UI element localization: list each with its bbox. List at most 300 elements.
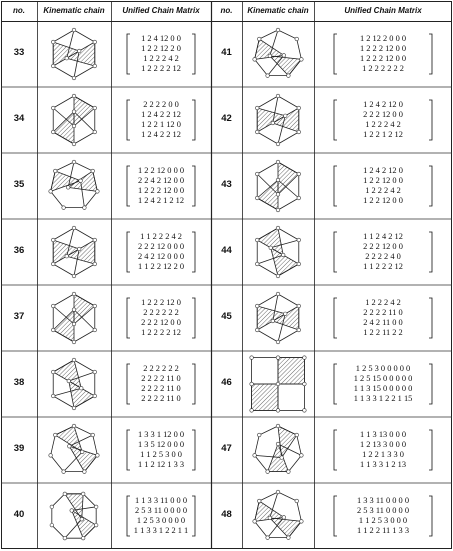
- chain-joint: [276, 160, 280, 164]
- header-kinematic-chain-right: Kinematic chain: [247, 6, 309, 15]
- matrix-row: 2 2 2 2 11 0: [141, 384, 181, 393]
- chain-joint: [91, 433, 95, 437]
- matrix-row: 1 3 3 11 0 0 0 0: [356, 496, 410, 505]
- kinematic-chain-diagram: [246, 25, 310, 83]
- matrix-left-bracket: [127, 232, 130, 272]
- chain-joint: [72, 160, 76, 164]
- matrix-row: 1 2 2 2 12 0 0: [137, 186, 185, 195]
- chain-joint: [297, 262, 301, 266]
- chain-link-hatched: [270, 56, 302, 76]
- matrix-right-bracket: [192, 100, 195, 140]
- matrix-row: 2 2 2 12 0 0 0: [137, 242, 185, 251]
- matrix-row: 1 2 4 12 0 0: [141, 34, 181, 43]
- chain-joint: [276, 226, 280, 230]
- chain-joint: [276, 409, 280, 413]
- chain-joint: [276, 28, 280, 32]
- chain-joint: [276, 490, 280, 494]
- chain-joint: [77, 49, 81, 53]
- chain-joint: [257, 499, 261, 503]
- matrix-row: 1 2 2 2 12 0: [141, 298, 181, 307]
- matrix-row: 1 2 2 12 0 0: [363, 176, 403, 185]
- kinematic-chain-diagram: [246, 421, 310, 479]
- chain-joint: [51, 262, 55, 266]
- chain-joint: [93, 40, 97, 44]
- matrix-right-bracket: [192, 496, 195, 536]
- chain-joint: [96, 454, 100, 458]
- chain-joint: [72, 358, 76, 362]
- chain-joint: [72, 94, 76, 98]
- chain-joint: [276, 382, 280, 386]
- chain-joint: [297, 238, 301, 242]
- chain-link-hatched: [278, 358, 304, 384]
- matrix-left-bracket: [334, 166, 337, 206]
- matrix-left-bracket: [127, 34, 130, 74]
- chain-joint: [250, 409, 254, 413]
- matrix-left-bracket: [127, 166, 130, 206]
- chain-number: 46: [221, 377, 232, 388]
- kinematic-chain-diagram: [41, 487, 107, 545]
- matrix-left-bracket: [334, 496, 337, 536]
- chain-joint: [80, 517, 84, 521]
- chain-number: 40: [13, 509, 25, 520]
- chain-joint: [255, 328, 259, 332]
- chain-number: 41: [221, 47, 232, 58]
- chain-joint: [250, 356, 254, 360]
- matrix-right-bracket: [192, 364, 195, 404]
- chain-joint: [72, 76, 76, 80]
- chain-joint: [93, 238, 97, 242]
- matrix-brackets: [320, 164, 446, 208]
- chain-joint: [93, 304, 97, 308]
- matrix-row: 1 1 3 3 1 2 2 1 15: [353, 394, 413, 403]
- chain-joint: [271, 121, 275, 125]
- matrix-row: 2 5 3 11 0 0 0 0: [356, 506, 410, 515]
- chain-joint: [72, 340, 76, 344]
- chain-joint: [50, 505, 54, 509]
- chain-number: 34: [13, 113, 25, 124]
- matrix-row: 1 2 5 15 0 0 0 0 0: [353, 374, 413, 383]
- chain-joint: [283, 114, 287, 118]
- matrix-right-bracket: [192, 34, 195, 74]
- chain-joint: [280, 456, 284, 460]
- matrix-row: 2 2 2 2 11 0: [141, 394, 181, 403]
- matrix-right-bracket: [429, 496, 432, 536]
- matrix-row: 1 1 2 12 1 3 3: [137, 460, 185, 469]
- chain-joint: [96, 190, 100, 194]
- chain-number: 33: [13, 47, 25, 58]
- chain-number: 37: [13, 311, 25, 322]
- chain-joint: [281, 253, 285, 257]
- kinematic-chain-diagram: [41, 421, 107, 479]
- kinematic-chain-diagram: [41, 355, 107, 413]
- chain-joint: [266, 536, 270, 540]
- chain-joint: [63, 492, 67, 496]
- matrix-right-bracket: [429, 298, 432, 338]
- matrix-row: 1 2 5 3 0 0 0 0 0: [355, 364, 411, 373]
- chain-joint: [255, 304, 259, 308]
- kinematic-chain-diagram: [246, 223, 310, 281]
- chain-joint: [255, 196, 259, 200]
- chain-joint: [255, 130, 259, 134]
- matrix-row: 1 2 5 3 0 0 0 0: [136, 516, 186, 525]
- matrix-row: 1 1 3 13 0 0 0: [359, 430, 407, 439]
- matrix-row: 1 2 2 2 12 0 0: [359, 54, 407, 63]
- chain-joint: [287, 470, 291, 474]
- chain-joint: [72, 142, 76, 146]
- chain-joint: [303, 382, 307, 386]
- matrix-row: 1 1 3 15 0 0 0 0 0: [353, 384, 413, 393]
- chain-number: 36: [13, 245, 25, 256]
- chain-joint: [253, 454, 257, 458]
- matrix-row: 1 1 2 2 2 12: [363, 262, 403, 271]
- chain-joint: [72, 292, 76, 296]
- chain-joint: [51, 394, 55, 398]
- chain-joint: [94, 523, 98, 527]
- chain-joint: [81, 492, 85, 496]
- kinematic-chain-diagram: [41, 91, 107, 149]
- matrix-brackets: [320, 32, 446, 76]
- matrix-row: 1 2 2 2 4 2: [365, 186, 401, 195]
- matrix-brackets: [320, 98, 446, 142]
- matrix-row: 2 4 2 12 0 0 0: [137, 252, 185, 261]
- matrix-right-bracket: [429, 100, 432, 140]
- matrix-right-bracket: [429, 166, 432, 206]
- kinematic-chain-diagram: [246, 487, 310, 545]
- matrix-row: 1 1 3 3 1 2 13: [359, 460, 407, 469]
- chain-joint: [255, 238, 259, 242]
- matrix-row: 1 2 4 2 2 12: [141, 130, 181, 139]
- kinematic-chain-diagram: [246, 289, 310, 347]
- matrix-row: 1 1 2 5 3 0 0: [140, 450, 182, 459]
- chain-joint: [257, 433, 261, 437]
- matrix-row: 1 2 2 1 12 0: [141, 120, 181, 129]
- chain-joint: [271, 319, 275, 323]
- chain-joint: [93, 262, 97, 266]
- matrix-row: 2 2 2 12 0 0: [363, 242, 403, 251]
- matrix-row: 1 2 2 12 2 0: [141, 44, 181, 53]
- kinematic-chain-diagram: [246, 91, 310, 149]
- chain-joint: [80, 450, 84, 454]
- chain-number: 38: [13, 377, 25, 388]
- matrix-row: 1 2 2 12 0 0 0: [137, 166, 185, 175]
- matrix-left-bracket: [334, 298, 337, 338]
- matrix-left-bracket: [127, 100, 130, 140]
- chain-joint: [79, 386, 83, 390]
- chain-joint: [93, 328, 97, 332]
- chain-number: 44: [221, 245, 232, 256]
- chain-joint: [65, 56, 69, 60]
- matrix-row: 1 2 4 2 2 12: [141, 110, 181, 119]
- matrix-row: 2 2 2 2 2 2: [143, 364, 179, 373]
- chain-joint: [276, 208, 280, 212]
- chain-joint: [276, 193, 280, 197]
- chain-joint: [67, 379, 71, 383]
- chain-joint: [51, 106, 55, 110]
- chain-joint: [255, 262, 259, 266]
- chain-number: 42: [221, 113, 232, 124]
- matrix-left-bracket: [334, 364, 337, 404]
- chain-joint: [72, 124, 76, 128]
- matrix-row: 1 2 4 2 12 0: [363, 100, 403, 109]
- chain-joint: [53, 433, 57, 437]
- matrix-right-bracket: [429, 34, 432, 74]
- chain-joint: [70, 509, 74, 513]
- matrix-row: 1 1 2 2 11 1 3 3: [356, 526, 410, 535]
- chain-joint: [72, 226, 76, 230]
- matrix-row: 1 2 2 2 2 12: [141, 64, 181, 73]
- chain-joint: [66, 186, 70, 190]
- matrix-row: 1 1 3 3 1 2 2 1 1: [133, 526, 189, 535]
- chain-joint: [297, 304, 301, 308]
- matrix-brackets: [117, 230, 205, 274]
- kinematic-chain-table: [1, 1, 452, 549]
- matrix-brackets: [320, 362, 446, 406]
- kinematic-chain-diagram: [41, 289, 107, 347]
- matrix-row: 1 1 2 5 3 0 0 0: [358, 516, 408, 525]
- chain-joint: [51, 40, 55, 44]
- matrix-row: 1 1 3 3 11 0 0 0: [134, 496, 188, 505]
- chain-joint: [297, 172, 301, 176]
- chain-joint: [93, 370, 97, 374]
- chain-joint: [276, 424, 280, 428]
- chain-joint: [255, 106, 259, 110]
- matrix-brackets: [117, 32, 205, 76]
- matrix-left-bracket: [334, 430, 337, 470]
- matrix-row: 2 2 2 2 11 0: [141, 374, 181, 383]
- matrix-left-bracket: [334, 34, 337, 74]
- chain-joint: [72, 28, 76, 32]
- matrix-right-bracket: [429, 430, 432, 470]
- chain-joint: [300, 454, 304, 458]
- chain-joint: [297, 130, 301, 134]
- matrix-row: 2 2 2 12 0 0: [363, 110, 403, 119]
- chain-joint: [81, 536, 85, 540]
- chain-number: 35: [13, 179, 25, 190]
- chain-joint: [72, 322, 76, 326]
- chain-joint: [303, 356, 307, 360]
- chain-joint: [266, 74, 270, 78]
- chain-joint: [287, 74, 291, 78]
- matrix-row: 1 2 2 2 4 2: [365, 298, 401, 307]
- matrix-row: 1 2 2 2 4 2: [143, 54, 179, 63]
- matrix-brackets: [117, 362, 205, 406]
- chain-joint: [53, 169, 57, 173]
- matrix-row: 1 2 2 1 2 12: [363, 130, 403, 139]
- matrix-row: 2 2 2 2 11 0: [363, 308, 403, 317]
- chain-number: 48: [221, 509, 232, 520]
- matrix-right-bracket: [192, 298, 195, 338]
- chain-joint: [255, 172, 259, 176]
- chain-joint: [51, 130, 55, 134]
- kinematic-chain-diagram: [41, 25, 107, 83]
- chain-joint: [49, 190, 53, 194]
- kinematic-chain-diagram: [41, 157, 107, 215]
- matrix-right-bracket: [429, 364, 432, 404]
- matrix-left-bracket: [334, 232, 337, 272]
- chain-joint: [62, 206, 66, 210]
- matrix-row: 1 3 3 1 12 0 0: [137, 430, 185, 439]
- chain-joint: [253, 58, 257, 62]
- chain-joint: [77, 247, 81, 251]
- chain-joint: [51, 304, 55, 308]
- chain-joint: [276, 94, 280, 98]
- chain-joint: [276, 292, 280, 296]
- chain-joint: [276, 274, 280, 278]
- chain-joint: [51, 370, 55, 374]
- matrix-row: 1 1 2 2 2 4 2: [140, 232, 182, 241]
- chain-joint: [282, 54, 286, 58]
- chain-joint: [300, 520, 304, 524]
- chain-joint: [283, 312, 287, 316]
- chain-joint: [94, 505, 98, 509]
- matrix-row: 1 1 2 4 2 12: [363, 232, 403, 241]
- matrix-row: 1 2 12 2 0 0 0: [359, 34, 407, 43]
- matrix-right-bracket: [429, 232, 432, 272]
- chain-joint: [276, 178, 280, 182]
- chain-number: 47: [221, 443, 232, 454]
- chain-joint: [72, 406, 76, 410]
- matrix-row: 1 3 5 12 0 0 0: [137, 440, 185, 449]
- matrix-row: 1 2 2 1 3 3 0: [362, 450, 404, 459]
- matrix-row: 2 2 2 2 0 0: [143, 100, 179, 109]
- matrix-brackets: [320, 428, 446, 472]
- matrix-row: 1 1 2 2 12 2 0: [137, 262, 185, 271]
- matrix-row: 1 2 4 2 1 2 12: [137, 196, 185, 205]
- header-kinematic-chain-left: Kinematic chain: [43, 6, 105, 15]
- chain-joint: [91, 169, 95, 173]
- header-unified-matrix-right: Unified Chain Matrix: [344, 6, 422, 15]
- matrix-brackets: [320, 494, 446, 538]
- chain-joint: [295, 433, 299, 437]
- chain-joint: [51, 328, 55, 332]
- matrix-brackets: [117, 98, 205, 142]
- chain-link-hatched: [53, 360, 81, 388]
- chain-link-hatched: [271, 248, 299, 276]
- matrix-row: 1 2 2 12 0 0: [363, 196, 403, 205]
- matrix-row: 1 2 2 11 2 2: [363, 328, 403, 337]
- chain-number: 45: [221, 311, 232, 322]
- chain-joint: [50, 523, 54, 527]
- chain-link-hatched: [72, 510, 96, 538]
- chain-joint: [93, 394, 97, 398]
- chain-joint: [276, 442, 280, 446]
- chain-joint: [93, 106, 97, 110]
- matrix-row: 1 2 2 2 2 12: [141, 328, 181, 337]
- chain-link-hatched: [69, 446, 97, 471]
- chain-number: 43: [221, 179, 232, 190]
- chain-joint: [72, 110, 76, 114]
- chain-joint: [72, 424, 76, 428]
- matrix-right-bracket: [192, 166, 195, 206]
- kinematic-chain-diagram: [246, 355, 310, 413]
- chain-joint: [257, 37, 261, 41]
- chain-joint: [268, 516, 272, 520]
- chain-joint: [297, 328, 301, 332]
- chain-joint: [300, 58, 304, 62]
- kinematic-chain-diagram: [246, 157, 310, 215]
- matrix-row: 1 2 4 2 12 0: [363, 166, 403, 175]
- chain-joint: [63, 536, 67, 540]
- header-unified-matrix-left: Unified Chain Matrix: [122, 6, 200, 15]
- matrix-left-bracket: [127, 496, 130, 536]
- matrix-left-bracket: [334, 100, 337, 140]
- chain-joint: [268, 54, 272, 58]
- matrix-brackets: [320, 296, 446, 340]
- chain-joint: [282, 516, 286, 520]
- matrix-row: 2 2 4 2 12 0 0: [137, 176, 185, 185]
- chain-link-hatched: [53, 112, 74, 144]
- chain-joint: [93, 64, 97, 68]
- chain-link-hatched: [270, 518, 302, 538]
- chain-joint: [295, 499, 299, 503]
- chain-joint: [93, 130, 97, 134]
- matrix-right-bracket: [192, 232, 195, 272]
- matrix-row: 2 2 2 2 2 2: [143, 308, 179, 317]
- chain-joint: [83, 470, 87, 474]
- matrix-brackets: [117, 296, 205, 340]
- chain-joint: [79, 179, 83, 183]
- matrix-left-bracket: [127, 364, 130, 404]
- kinematic-chain-diagram: [41, 223, 107, 281]
- matrix-brackets: [117, 428, 205, 472]
- chain-joint: [276, 356, 280, 360]
- matrix-brackets: [117, 164, 205, 208]
- matrix-brackets: [320, 230, 446, 274]
- chain-link-hatched: [252, 384, 278, 410]
- matrix-row: 2 2 2 2 4 0: [365, 252, 401, 261]
- chain-joint: [72, 308, 76, 312]
- chain-joint: [83, 206, 87, 210]
- chain-link-hatched: [69, 381, 95, 408]
- header-no-left: no.: [13, 6, 25, 15]
- chain-joint: [276, 142, 280, 146]
- matrix-row: 1 2 13 3 0 0 0: [359, 440, 407, 449]
- chain-joint: [72, 274, 76, 278]
- chain-joint: [295, 37, 299, 41]
- chain-joint: [266, 470, 270, 474]
- matrix-row: 2 4 2 11 0 0: [363, 318, 403, 327]
- chain-joint: [303, 409, 307, 413]
- chain-joint: [297, 196, 301, 200]
- chain-joint: [250, 382, 254, 386]
- chain-joint: [65, 254, 69, 258]
- matrix-left-bracket: [127, 430, 130, 470]
- chain-joint: [276, 340, 280, 344]
- chain-joint: [51, 238, 55, 242]
- chain-joint: [51, 64, 55, 68]
- matrix-right-bracket: [192, 430, 195, 470]
- chain-link-hatched: [53, 310, 74, 342]
- chain-joint: [49, 454, 53, 458]
- matrix-row: 1 2 2 2 4 2: [365, 120, 401, 129]
- matrix-row: 2 2 2 12 0 0: [141, 318, 181, 327]
- chain-link-hatched: [257, 228, 283, 255]
- matrix-row: 1 2 2 2 12 0 0: [359, 44, 407, 53]
- matrix-row: 2 5 3 11 0 0 0 0: [134, 506, 188, 515]
- chain-joint: [269, 246, 273, 250]
- chain-joint: [253, 520, 257, 524]
- chain-joint: [62, 470, 66, 474]
- chain-link-hatched: [278, 162, 299, 194]
- header-no-right: no.: [220, 6, 233, 15]
- matrix-row: 1 2 2 2 2 2 2: [362, 64, 404, 73]
- chain-number: 39: [13, 443, 25, 454]
- chain-joint: [297, 106, 301, 110]
- matrix-brackets: [117, 494, 205, 538]
- chain-joint: [68, 444, 72, 448]
- matrix-left-bracket: [127, 298, 130, 338]
- chain-joint: [287, 536, 291, 540]
